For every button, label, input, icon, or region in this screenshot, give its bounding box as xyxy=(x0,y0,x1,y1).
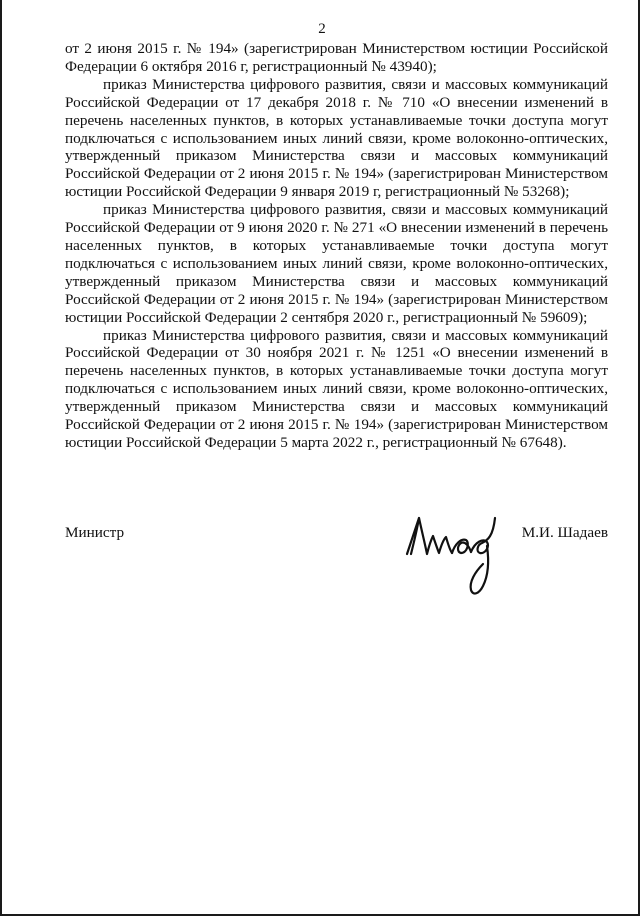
signature-block xyxy=(65,524,608,614)
signer-name: М.И. Шадаев xyxy=(521,524,608,541)
position-title: Министр xyxy=(65,524,125,541)
document-body xyxy=(65,40,608,452)
paragraph-continuation: от 2 июня 2015 г. № 194» (зарегистрирован Министерством юстиции Российской Федерации 6 октября 2016 г, регистрационный № 43940); xyxy=(65,40,608,75)
paragraph-order-1251: приказ Министерства цифрового развития, связи и массовых коммуникаций Российской Федерации от 30 ноября 2021 г. № 1251 «О внесении изменений в перечень населенных пунктов, в которых устанавливаемые точки доступа могут подключаться с использованием иных линий связи, кроме волоконно-оптических, утвержденный приказом Министерства связи и массовых коммуникаций Российской Федерации от 2 июня 2015 г. № 194» (зарегистрирован Министерством юстиции Российской Федерации 5 марта 2022 г., регистрационный № 67648). xyxy=(65,326,608,451)
paragraph-order-710: приказ Министерства цифрового развития, связи и массовых коммуникаций Российской Федерации от 17 декабря 2018 г. № 710 «О внесении изменений в перечень населенных пунктов, в которых устанавливаемые точки доступа могут подключаться с использованием иных линий связи, кроме волоконно-оптических, утвержденный приказом Министерства связи и массовых коммуникаций Российской Федерации от 2 июня 2015 г. № 194» (зарегистрирован Министерством юстиции Российской Федерации 9 января 2019 г, регистрационный № 53268); xyxy=(65,75,608,201)
paragraph-order-271: приказ Министерства цифрового развития, связи и массовых коммуникаций Российской Федерации от 9 июня 2020 г. № 271 «О внесении изменений в перечень населенных пунктов, в которых устанавливаемые точки доступа могут подключаться с использованием иных линий связи, кроме волоконно-оптических, утвержденный приказом Министерства связи и массовых коммуникаций Российской Федерации от 2 июня 2015 г. № 194» (зарегистрирован Министерством юстиции Российской Федерации 2 сентября 2020 г., регистрационный № 59609); xyxy=(65,201,608,326)
page-number: 2 xyxy=(318,21,326,37)
handwritten-signature xyxy=(395,512,505,604)
